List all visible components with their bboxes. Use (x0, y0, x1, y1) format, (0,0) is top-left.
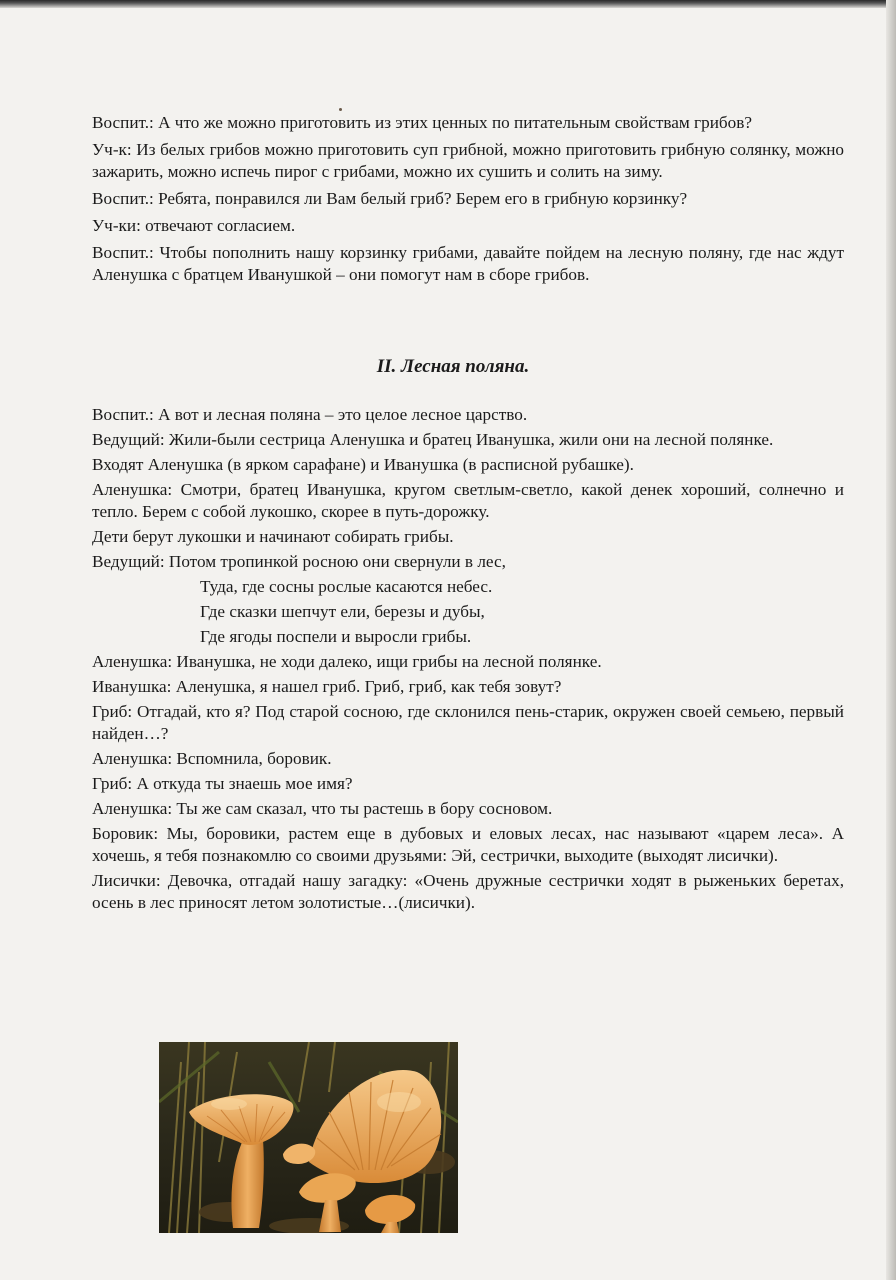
paragraph-dialogue: Аленушка: Иванушка, не ходи далеко, ищи грибы на лесной полянке. (92, 652, 602, 671)
section-heading: II. Лесная поляна. (376, 356, 530, 377)
document-page (92, 112, 844, 917)
paragraph-host-intro: Ведущий: Жили-были сестрица Аленушка и братец Иванушка, жили они на лесной полянке. (92, 430, 774, 449)
verse-line: Ведущий: Потом тропинкой росною они свернули в лес, (92, 552, 506, 571)
paragraph-educator-glade: Воспит.: Чтобы пополнить нашу корзинку грибами, давайте пойдем на лесную поляну, где нас ждут Аленушка с братцем Иванушкой – они помогут нам в сборе грибов. (92, 243, 844, 284)
paragraph-enter: Входят Аленушка (в ярком сарафане) и Иванушка (в расписной рубашке). (92, 455, 634, 474)
scan-edge-top (0, 0, 896, 8)
verse-line: Где ягоды поспели и выросли грибы. (200, 627, 472, 646)
paragraph-dialogue: Аленушка: Ты же сам сказал, что ты растешь в бору сосновом. (92, 799, 553, 818)
paragraph-dialogue: Аленушка: Вспомнила, боровик. (92, 749, 332, 768)
paragraph-children-collect: Дети берут лукошки и начинают собирать грибы. (92, 527, 454, 546)
paragraph-educator-basket: Воспит.: Ребята, понравился ли Вам белый гриб? Берем его в грибную корзинку? (92, 189, 688, 208)
paragraph-dialogue: Иванушка: Аленушка, я нашел гриб. Гриб, гриб, как тебя зовут? (92, 677, 562, 696)
paragraph-forest-kingdom: Воспит.: А вот и лесная поляна – это целое лесное царство. (92, 405, 528, 424)
paragraph-dialogue: Лисички: Девочка, отгадай нашу загадку: «Очень дружные сестрички ходят в рыженьких беретах, осень в лес приносят летом золотистые…(лисички). (92, 871, 844, 912)
verse-line: Туда, где сосны рослые касаются небес. (200, 577, 493, 596)
paragraph-dialogue: Боровик: Мы, боровики, растем еще в дубовых и еловых лесах, нас называют «царем леса». А хочешь, я тебя познакомлю со своими друзьями: Эй, сестрички, выходите (выходят лисички). (92, 824, 844, 865)
paragraph-alenushka-look: Аленушка: Смотри, братец Иванушка, кругом светлым-светло, какой денек хороший, солнечно и тепло. Берем с собой лукошко, скорее в путь-дорожку. (92, 480, 844, 521)
paragraph-dialogue: Гриб: Отгадай, кто я? Под старой сосною, где склонился пень-старик, окружен своей семьею, первый найден…? (92, 702, 844, 743)
paragraph-student-answer: Уч-к: Из белых грибов можно приготовить суп грибной, можно приготовить грибную солянку, можно зажарить, можно испечь пирог с грибами, можно их сушить и солить на зиму. (92, 140, 844, 181)
scan-edge-right (886, 0, 896, 1280)
scan-speck (339, 108, 342, 111)
paragraph-dialogue: Гриб: А откуда ты знаешь мое имя? (92, 774, 353, 793)
chanterelle-mushrooms-photo (159, 1042, 458, 1233)
paragraph-students-agree: Уч-ки: отвечают согласием. (92, 216, 296, 235)
paragraph-educator-question: Воспит.: А что же можно приготовить из этих ценных по питательным свойствам грибов? (92, 113, 752, 132)
verse-line: Где сказки шепчут ели, березы и дубы, (200, 602, 485, 621)
